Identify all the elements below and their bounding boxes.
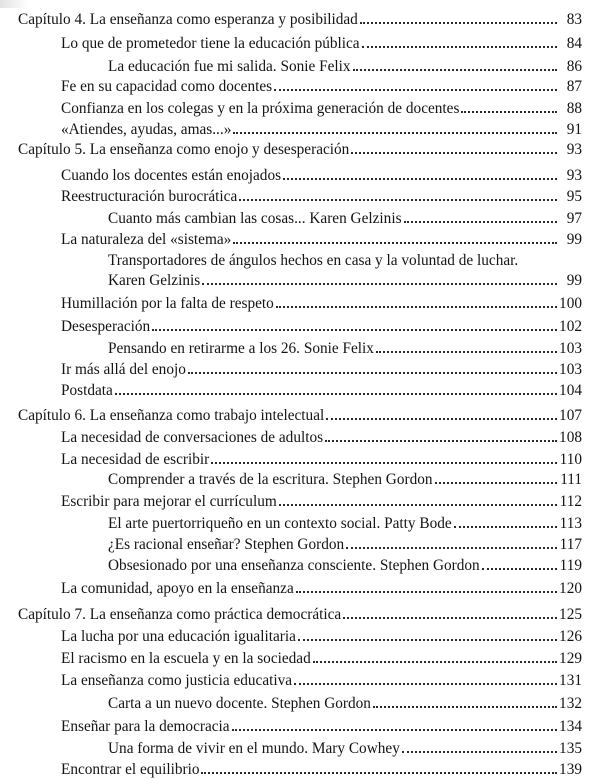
page-number: 99 — [566, 231, 582, 248]
page-number: 102 — [559, 318, 582, 335]
page-number: 135 — [559, 740, 582, 757]
toc-entry-title: Desesperación — [61, 318, 151, 335]
toc-line — [108, 514, 582, 532]
page-number: 132 — [559, 695, 582, 712]
dot-leader — [325, 428, 557, 442]
page-number: 126 — [559, 628, 582, 645]
toc-line — [61, 760, 582, 778]
page-number: 84 — [566, 35, 582, 52]
page-number: 107 — [559, 407, 582, 424]
toc-line — [108, 57, 582, 75]
toc-entry-title: Una forma de vivir en el mundo. Mary Cowhey — [108, 740, 400, 757]
page-number: 88 — [566, 100, 582, 117]
toc-entry-title: Capítulo 4. La enseñanza como esperanza y posibilidad — [18, 11, 358, 28]
toc-line — [61, 99, 582, 117]
toc-entry-title: Obsesionado por una enseñanza consciente. Stephen Gordon — [108, 557, 480, 574]
dot-leader — [353, 57, 557, 71]
dot-leader — [115, 381, 557, 395]
toc-entry-title: Postdata — [61, 382, 113, 399]
toc-line — [18, 10, 582, 28]
toc-entry-title: Comprender a través de la escritura. Stephen Gordon — [108, 471, 433, 488]
toc-entry-title: Carta a un nuevo docente. Stephen Gordon — [108, 695, 371, 712]
toc-entry-title: Lo que de prometedor tiene la educación pública — [61, 35, 360, 52]
toc-entry-title: Humillación por la falta de respeto — [61, 295, 274, 312]
dot-leader — [283, 166, 557, 180]
toc-line — [61, 360, 582, 378]
page-number: 119 — [559, 557, 582, 574]
toc-entry-title: La necesidad de conversaciones de adultos — [61, 429, 324, 446]
dot-leader — [360, 10, 557, 24]
dot-leader — [279, 492, 557, 506]
page-number: 104 — [559, 382, 582, 399]
dot-leader — [233, 120, 557, 134]
dot-leader — [376, 339, 557, 353]
toc-line — [61, 717, 582, 735]
toc-entry-title-line: Transportadores de ángulos hechos en casa y la voluntad de luchar. — [108, 252, 519, 269]
dot-leader — [201, 760, 557, 774]
dot-leader — [482, 556, 557, 570]
page-number: 93 — [566, 141, 582, 158]
page-number: 95 — [566, 188, 582, 205]
page-number: 103 — [559, 361, 582, 378]
page-number: 110 — [559, 451, 582, 468]
dot-leader — [298, 627, 557, 641]
toc-entry-title: Escribir para mejorar el currículum — [61, 493, 277, 510]
toc-line — [61, 34, 582, 52]
page-number: 100 — [559, 295, 582, 312]
toc-entry-title: Pensando en retirarme a los 26. Sonie Felix — [108, 340, 374, 357]
toc-entry-title: Ir más allá del enojo — [61, 361, 186, 378]
toc-entry-title: La naturaleza del «sistema» — [61, 231, 232, 248]
toc-line — [61, 187, 582, 205]
toc-line — [61, 428, 582, 446]
toc-line — [61, 230, 582, 248]
toc-line — [108, 339, 582, 357]
page-number: 97 — [566, 210, 582, 227]
page-number: 125 — [559, 606, 582, 623]
toc-entry-title: ¿Es racional enseñar? Stephen Gordon — [108, 536, 345, 553]
toc-entry-title: Capítulo 7. La enseñanza como práctica democrática — [18, 606, 342, 623]
dot-leader — [276, 294, 557, 308]
toc-entry-title: La lucha por una educación igualitaria — [61, 628, 296, 645]
toc-line — [108, 739, 582, 757]
page-number: 129 — [559, 650, 582, 667]
page-number: 134 — [559, 718, 582, 735]
toc-entry-title: Reestructuración burocrática — [61, 188, 238, 205]
dot-leader — [461, 99, 557, 113]
page-number: 131 — [559, 672, 582, 689]
toc-line — [61, 649, 582, 667]
toc-line — [108, 271, 582, 289]
toc-entry-title: La comunidad, apoyo en la enseñanza — [61, 580, 294, 597]
toc-line — [108, 556, 582, 574]
toc-entry-title: Confianza en los colegas y en la próxima generación de docentes — [61, 100, 460, 117]
dot-leader — [294, 671, 557, 685]
toc-line — [61, 317, 582, 335]
toc-entry-title: «Atiendes, ayudas, amas...» — [61, 121, 232, 138]
toc-entry-title: Fe en su capacidad como docentes — [61, 78, 273, 95]
toc-line — [61, 579, 582, 597]
page-number: 117 — [559, 536, 582, 553]
toc-entry-title: Cuanto más cambian las cosas... Karen Gelzinis — [108, 210, 402, 227]
page-number: 112 — [559, 493, 582, 510]
toc-line — [61, 492, 582, 510]
toc-line — [108, 209, 582, 227]
dot-leader — [233, 230, 557, 244]
dot-leader — [435, 470, 557, 484]
toc-entry-title: Cuando los docentes están enojados — [61, 167, 282, 184]
dot-leader — [404, 209, 557, 223]
dot-leader — [362, 34, 557, 48]
page-number: 139 — [559, 761, 582, 778]
dot-leader — [343, 605, 557, 619]
toc-line — [61, 77, 582, 95]
dot-leader — [232, 717, 557, 731]
toc-line — [108, 694, 582, 712]
dot-leader — [313, 649, 557, 663]
toc-entry-title: La enseñanza como justicia educativa — [61, 672, 293, 689]
toc-line — [108, 535, 582, 553]
page-number: 91 — [566, 121, 582, 138]
page-number: 93 — [566, 167, 582, 184]
toc-entry-title: La necesidad de escribir — [61, 451, 210, 468]
toc-line — [108, 470, 582, 488]
dot-leader — [296, 579, 557, 593]
toc-entry-title: El racismo en la escuela y en la sociedad — [61, 650, 311, 667]
toc-entry-title: La educación fue mi salida. Sonie Felix — [108, 58, 351, 75]
toc-line — [61, 627, 582, 645]
toc-line — [61, 294, 582, 312]
dot-leader — [373, 694, 557, 708]
toc-line — [18, 406, 582, 424]
page-number: 120 — [559, 580, 582, 597]
dot-leader — [202, 271, 557, 285]
page-number: 111 — [560, 471, 582, 488]
toc-line — [61, 450, 582, 468]
page-number: 103 — [559, 340, 582, 357]
toc-line — [61, 120, 582, 138]
scan-smudge — [0, 0, 28, 8]
dot-leader — [402, 739, 557, 753]
dot-leader — [454, 514, 557, 528]
page-number: 86 — [566, 58, 582, 75]
toc-line — [61, 381, 582, 399]
toc-entry-title: Enseñar para la democracia — [61, 718, 230, 735]
dot-leader — [274, 77, 557, 91]
dot-leader — [351, 140, 557, 154]
dot-leader — [326, 406, 557, 420]
toc-entry-title: Capítulo 5. La enseñanza como enojo y desesperación — [18, 141, 350, 158]
page-number: 83 — [566, 11, 582, 28]
page-number: 87 — [566, 78, 582, 95]
toc-line — [18, 605, 582, 623]
toc-entry-title: El arte puertorriqueño en un contexto social. Patty Bode — [108, 515, 452, 532]
page-number: 113 — [559, 515, 582, 532]
dot-leader — [188, 360, 557, 374]
toc-line — [61, 166, 582, 184]
toc-line — [61, 671, 582, 689]
toc-line — [18, 140, 582, 158]
dot-leader — [152, 317, 557, 331]
toc-entry-title: Capítulo 6. La enseñanza como trabajo intelectual — [18, 407, 325, 424]
toc-entry-title: Karen Gelzinis — [108, 272, 201, 289]
page-number: 108 — [559, 429, 582, 446]
dot-leader — [239, 187, 557, 201]
toc-entry-title: Encontrar el equilibrio — [61, 761, 200, 778]
dot-leader — [211, 450, 557, 464]
page-number: 99 — [566, 272, 582, 289]
dot-leader — [346, 535, 557, 549]
